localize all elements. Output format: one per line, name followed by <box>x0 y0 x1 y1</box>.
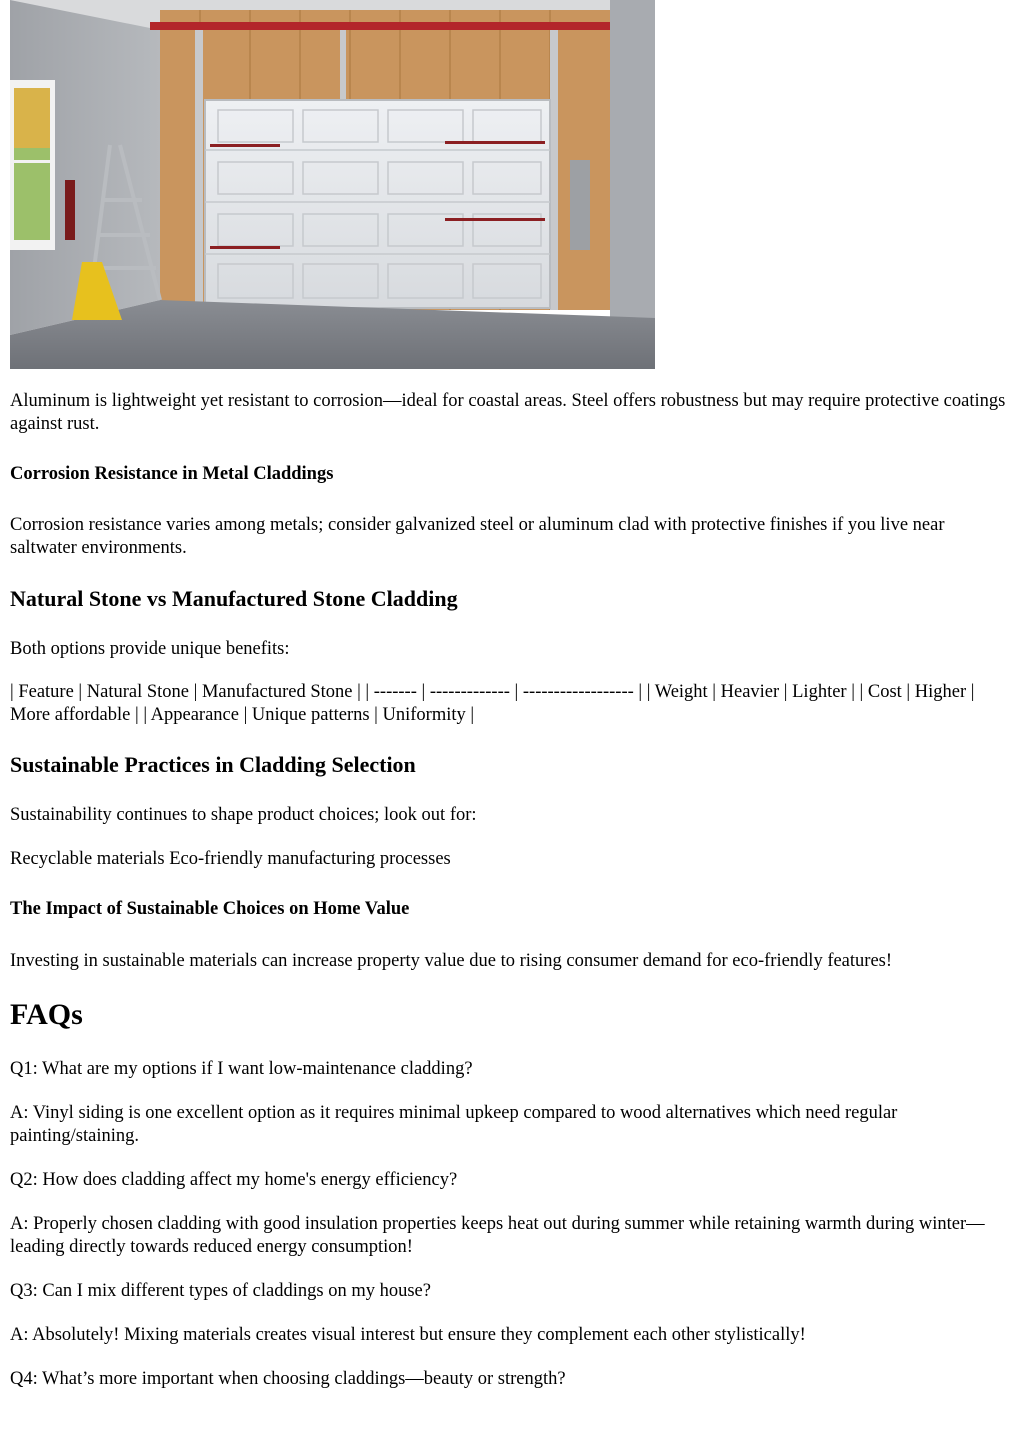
faq-question: Q2: How does cladding affect my home's energy efficiency? <box>10 1170 458 1190</box>
stone-heading: Natural Stone vs Manufactured Stone Cladding <box>10 586 458 611</box>
faqs-heading: FAQs <box>10 998 83 1031</box>
corrosion-paragraph: Corrosion resistance varies among metals; consider galvanized steel or aluminum clad with protective finishes if you live near saltwater environments. <box>10 515 945 558</box>
faq-answer: A: Absolutely! Mixing materials creates visual interest but ensure they complement each other stylistically! <box>10 1325 806 1345</box>
stone-comparison-table-text: | Feature | Natural Stone | Manufactured Stone | | ------- | ------------- | ------------------ | | Weight | Heavier | Lighter | | Cost | Higher | More affordable | | Appearance | Unique patterns | Uniformity | <box>10 682 975 725</box>
garage-door-photo <box>10 0 655 369</box>
corrosion-heading: Corrosion Resistance in Metal Claddings <box>10 464 334 484</box>
faq-question: Q3: Can I mix different types of claddings on my house? <box>10 1281 431 1301</box>
sustainable-intro-paragraph: Sustainability continues to shape product choices; look out for: <box>10 805 477 825</box>
stone-intro-paragraph: Both options provide unique benefits: <box>10 639 290 659</box>
aluminum-steel-paragraph: Aluminum is lightweight yet resistant to corrosion—ideal for coastal areas. Steel offers robustness but may require protective coatings against rust. <box>10 391 1006 434</box>
sustainable-list-paragraph: Recyclable materials Eco-friendly manufacturing processes <box>10 849 451 869</box>
faq-answer: A: Vinyl siding is one excellent option as it requires minimal upkeep compared to wood alternatives which need regular painting/staining. <box>10 1103 898 1146</box>
sustainable-heading: Sustainable Practices in Cladding Selection <box>10 752 416 777</box>
faq-question: Q1: What are my options if I want low-maintenance cladding? <box>10 1059 473 1079</box>
faq-answer: A: Properly chosen cladding with good insulation properties keeps heat out during summer while retaining warmth during winter—leading directly towards reduced energy consumption! <box>10 1214 985 1257</box>
faq-question: Q4: What’s more important when choosing claddings—beauty or strength? <box>10 1369 566 1389</box>
impact-paragraph: Investing in sustainable materials can increase property value due to rising consumer demand for eco-friendly features! <box>10 951 893 971</box>
impact-heading: The Impact of Sustainable Choices on Home Value <box>10 899 410 919</box>
